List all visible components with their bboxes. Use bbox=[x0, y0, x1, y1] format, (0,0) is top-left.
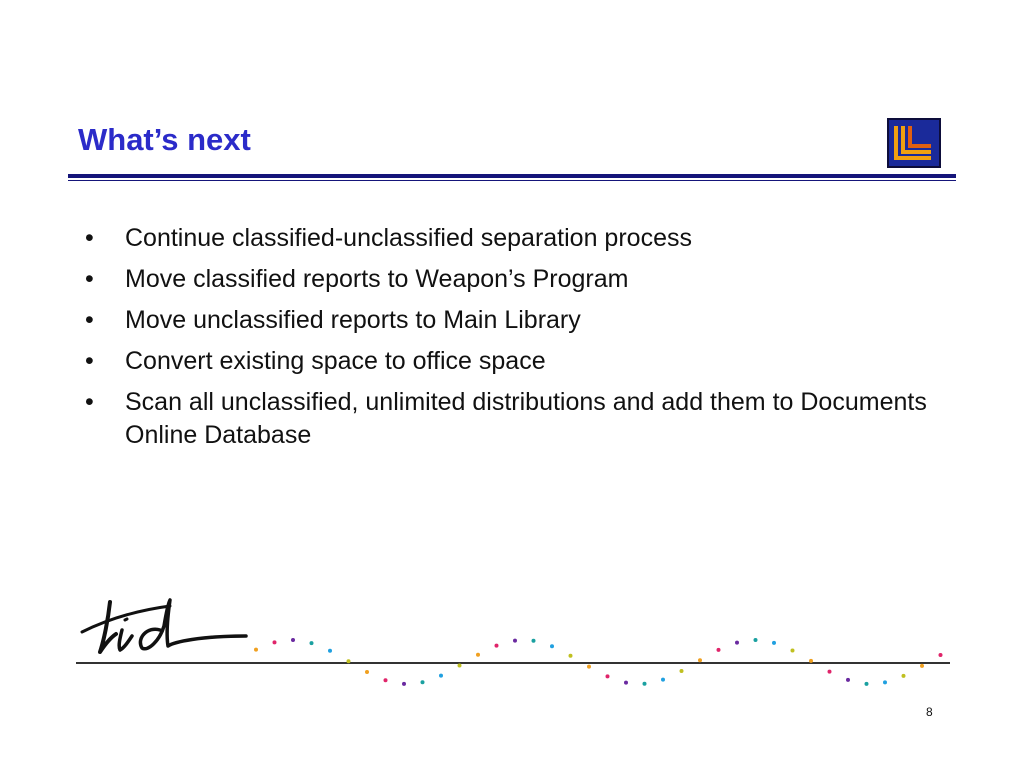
footer-decoration bbox=[70, 590, 960, 690]
footer-dot bbox=[606, 674, 610, 678]
footer-dot bbox=[754, 638, 758, 642]
bullet-text: Convert existing space to office space bbox=[125, 347, 546, 375]
footer-dot bbox=[717, 648, 721, 652]
footer-dot bbox=[254, 648, 258, 652]
bullet-item bbox=[85, 263, 945, 296]
bullet-dot: • bbox=[85, 388, 94, 416]
bullet-dot: • bbox=[85, 347, 94, 375]
footer-dot bbox=[569, 654, 573, 658]
footer-dot bbox=[328, 649, 332, 653]
slide-title: What’s next bbox=[78, 122, 251, 157]
bullet-text: Move unclassified reports to Main Library bbox=[125, 306, 581, 334]
footer-dot-wave bbox=[254, 638, 943, 686]
bullet-text: Move classified reports to Weapon’s Program bbox=[125, 265, 629, 293]
footer-dot bbox=[643, 682, 647, 686]
footer-dot bbox=[661, 678, 665, 682]
bullet-item bbox=[85, 386, 945, 452]
footer-dot bbox=[365, 670, 369, 674]
footer-dot bbox=[513, 639, 517, 643]
footer-dot bbox=[828, 670, 832, 674]
footer-dot bbox=[735, 641, 739, 645]
bullet-item bbox=[85, 222, 945, 255]
footer-dot bbox=[550, 644, 554, 648]
bullet-dot: • bbox=[85, 224, 94, 252]
footer-dot bbox=[846, 678, 850, 682]
title-divider-thin bbox=[68, 180, 956, 181]
footer-dot bbox=[791, 649, 795, 653]
footer-dot bbox=[939, 653, 943, 657]
footer-dot bbox=[902, 674, 906, 678]
footer-dot bbox=[421, 680, 425, 684]
bullet-text: Scan all unclassified, unlimited distributions and add them to Documents Online Database bbox=[125, 388, 927, 449]
footer-dot bbox=[310, 641, 314, 645]
footer-dot bbox=[476, 653, 480, 657]
footer-dot bbox=[772, 641, 776, 645]
footer-dot bbox=[624, 681, 628, 685]
footer-dot bbox=[458, 664, 462, 668]
footer-dot bbox=[865, 682, 869, 686]
footer-dot bbox=[920, 664, 924, 668]
footer-dot bbox=[680, 669, 684, 673]
footer-dot bbox=[587, 665, 591, 669]
bullet-dot: • bbox=[85, 265, 94, 293]
llnl-logo-icon bbox=[887, 118, 941, 168]
footer-dot bbox=[883, 680, 887, 684]
bullet-item bbox=[85, 345, 945, 378]
footer-dot bbox=[809, 659, 813, 663]
footer-dot bbox=[439, 674, 443, 678]
bullet-dot: • bbox=[85, 306, 94, 334]
footer-dot bbox=[532, 639, 536, 643]
bullet-text: Continue classified-unclassified separation process bbox=[125, 224, 692, 252]
tid-signature-logo bbox=[82, 600, 246, 652]
bullet-item bbox=[85, 304, 945, 337]
footer-dot bbox=[698, 658, 702, 662]
footer-dot bbox=[495, 644, 499, 648]
footer-dot bbox=[291, 638, 295, 642]
footer-dot bbox=[384, 678, 388, 682]
footer-dot bbox=[273, 640, 277, 644]
footer-dot bbox=[347, 659, 351, 663]
title-divider bbox=[68, 174, 956, 178]
footer-dot bbox=[402, 682, 406, 686]
bullet-list bbox=[85, 222, 945, 460]
page-number: 8 bbox=[926, 705, 933, 719]
